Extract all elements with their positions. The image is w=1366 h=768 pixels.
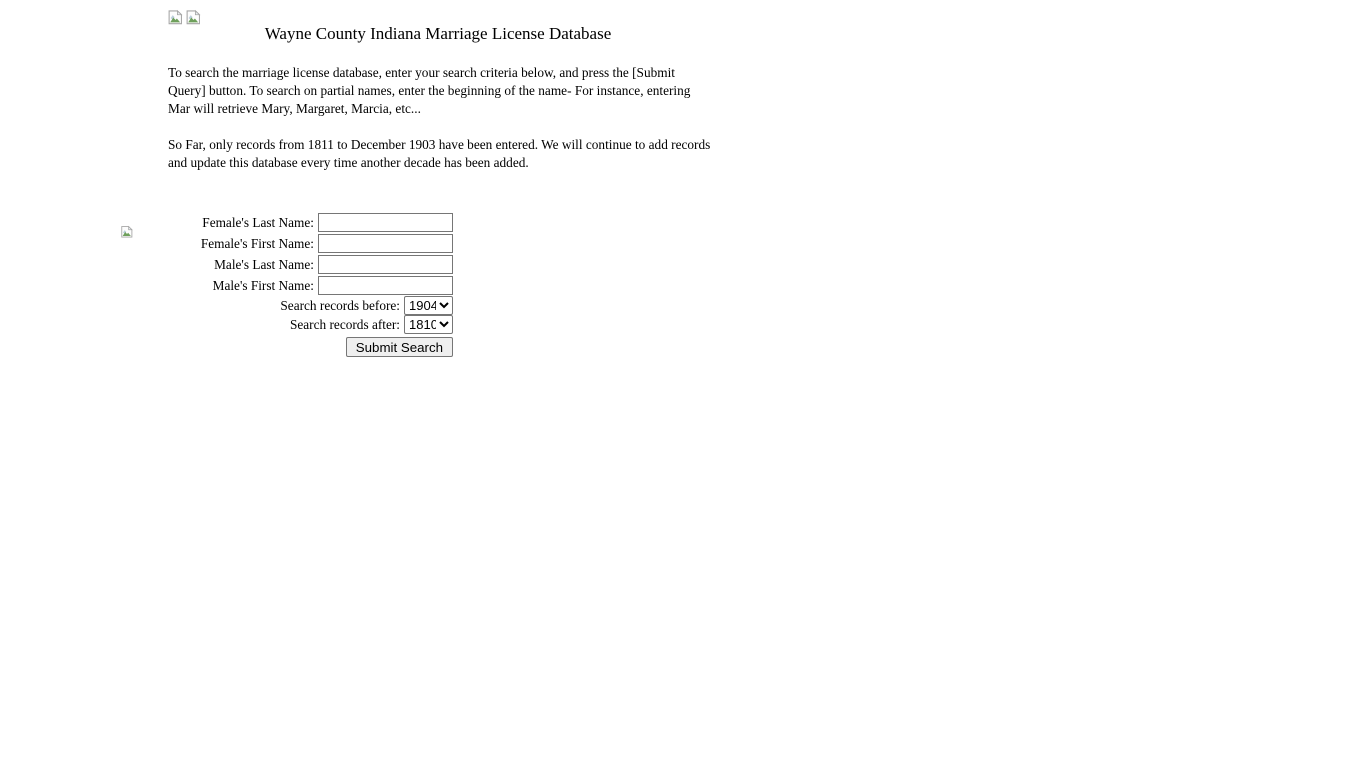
male-first-name-label: Male's First Name: bbox=[212, 277, 314, 293]
female-first-name-row bbox=[168, 233, 453, 254]
submit-search-button[interactable]: Submit Search bbox=[346, 337, 453, 357]
intro-paragraph-2: So Far, only records from 1811 to December 1903 have been entered. We will continue to add records and update this database every time another decade has been added. bbox=[168, 137, 711, 170]
male-last-name-label: Male's Last Name: bbox=[214, 256, 314, 272]
records-after-row bbox=[168, 315, 453, 334]
records-after-label: Search records after: bbox=[289, 316, 400, 332]
female-first-name-input[interactable] bbox=[318, 234, 453, 253]
broken-image-icon bbox=[120, 225, 134, 239]
search-form bbox=[168, 212, 453, 358]
records-before-label: Search records before: bbox=[280, 297, 400, 313]
records-after-select[interactable] bbox=[404, 315, 453, 334]
intro-paragraph-1: To search the marriage license database, enter your search criteria below, and press the [Submit Query] button. To search on partial names, enter the beginning of the name- For instance, entering Mar will retrieve Mary, Margaret, Marcia, etc... bbox=[168, 65, 691, 116]
male-first-name-input[interactable] bbox=[318, 276, 453, 295]
records-before-row bbox=[168, 296, 453, 315]
female-last-name-input[interactable] bbox=[318, 213, 453, 232]
male-first-name-row bbox=[168, 275, 453, 296]
female-last-name-label: Female's Last Name: bbox=[202, 214, 314, 230]
male-last-name-input[interactable] bbox=[318, 255, 453, 274]
female-first-name-label: Female's First Name: bbox=[200, 235, 314, 251]
male-last-name-row bbox=[168, 254, 453, 275]
page-title: Wayne County Indiana Marriage License Database bbox=[264, 24, 612, 43]
records-before-select[interactable] bbox=[404, 296, 453, 315]
submit-row bbox=[168, 336, 453, 358]
female-last-name-row bbox=[168, 212, 453, 233]
